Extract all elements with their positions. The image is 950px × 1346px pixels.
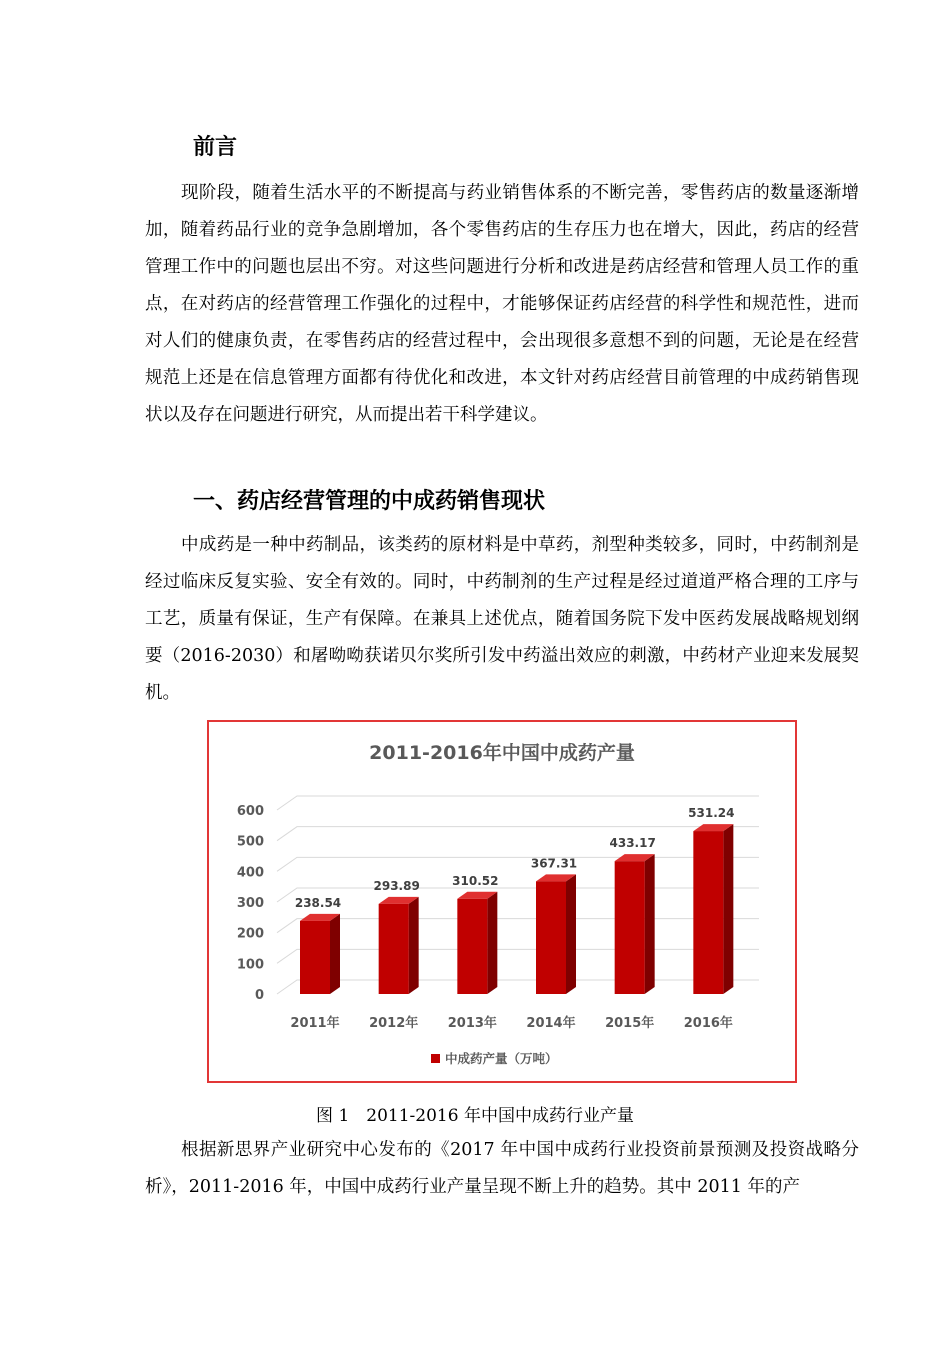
bar xyxy=(457,892,497,994)
data-label: 238.54 xyxy=(294,895,342,910)
heading-section-1: 一、药店经营管理的中成药销售现状 xyxy=(193,489,546,514)
legend-label: 中成药产量（万吨） xyxy=(445,1051,558,1066)
y-tick-label: 100 xyxy=(236,957,264,973)
chart-legend xyxy=(431,1051,558,1066)
data-label: 310.52 xyxy=(452,873,499,888)
y-tick-label: 0 xyxy=(254,988,264,1003)
data-label: 531.24 xyxy=(688,806,735,821)
x-tick-label: 2015年 xyxy=(605,1016,655,1031)
bar xyxy=(300,914,340,994)
bar xyxy=(615,854,655,994)
gridline xyxy=(277,827,759,841)
x-tick-label: 2016年 xyxy=(683,1016,733,1031)
gridline xyxy=(277,949,759,963)
gridline xyxy=(277,919,759,933)
gridline xyxy=(277,796,759,810)
data-label: 293.89 xyxy=(373,878,420,893)
bar xyxy=(379,897,419,994)
x-tick-label: 2012年 xyxy=(369,1016,419,1031)
chart-title: 2011-2016年中国中成药产量 xyxy=(369,742,635,764)
figure-caption: 图 1 2011-2016 年中国中成药行业产量 xyxy=(316,1106,634,1126)
paragraph-section-1: 中成药是一种中药制品，该类药的原材料是中草药，剂型种类较多，同时，中药制剂是经过临床反复实验、安全有效的。同时，中药制剂的生产过程是经过道道严格合理的工序与工艺，质量有保证，生产有保障。在兼具上述优点，随着国务院下发中医药发展战略规划纲要（2016-2030）和屠呦呦获诺贝尔奖所引发中药溢出效应的刺激，中药材产业迎来发展契机。 xyxy=(145,535,859,703)
gridline xyxy=(277,888,759,902)
x-tick-label: 2014年 xyxy=(526,1016,576,1031)
data-label: 367.31 xyxy=(530,856,578,871)
bar xyxy=(536,874,576,994)
data-label: 433.17 xyxy=(609,836,656,851)
x-tick-label: 2011年 xyxy=(290,1016,340,1031)
bar-chart xyxy=(209,722,795,1081)
y-tick-label: 400 xyxy=(236,865,264,881)
bar xyxy=(693,824,733,994)
paragraph-analysis: 根据新思界产业研究中心发布的《2017 年中国中成药行业投资前景预测及投资战略分析》，2011-2016 年，中国中成药行业产量呈现不断上升的趋势。其中 2011 年的产 xyxy=(145,1140,859,1197)
heading-preface: 前言 xyxy=(193,135,238,160)
y-tick-label: 300 xyxy=(236,896,264,911)
y-tick-label: 500 xyxy=(236,834,264,850)
y-tick-label: 600 xyxy=(236,804,264,819)
paragraph-preface: 现阶段，随着生活水平的不断提高与药业销售体系的不断完善，零售药店的数量逐渐增加，随着药品行业的竞争急剧增加，各个零售药店的生存压力也在增大，因此，药店的经营管理工作中的问题也层出不穷。对这些问题进行分析和改进是药店经营和管理人员工作的重点，在对药店的经营管理工作强化的过程中，才能够保证药店经营的科学性和规范性，进而对人们的健康负责，在零售药店的经营过程中，会出现很多意想不到的问题，无论是在经营规范上还是在信息管理方面都有待优化和改进，本文针对药店经营目前管理的中成药销售现状以及存在问题进行研究，从而提出若干科学建议。 xyxy=(145,183,859,425)
gridline xyxy=(277,857,759,871)
gridline xyxy=(277,980,759,994)
y-tick-label: 200 xyxy=(236,926,264,942)
x-tick-label: 2013年 xyxy=(447,1016,497,1031)
chart-figure xyxy=(207,720,797,1083)
legend-swatch xyxy=(431,1054,440,1063)
